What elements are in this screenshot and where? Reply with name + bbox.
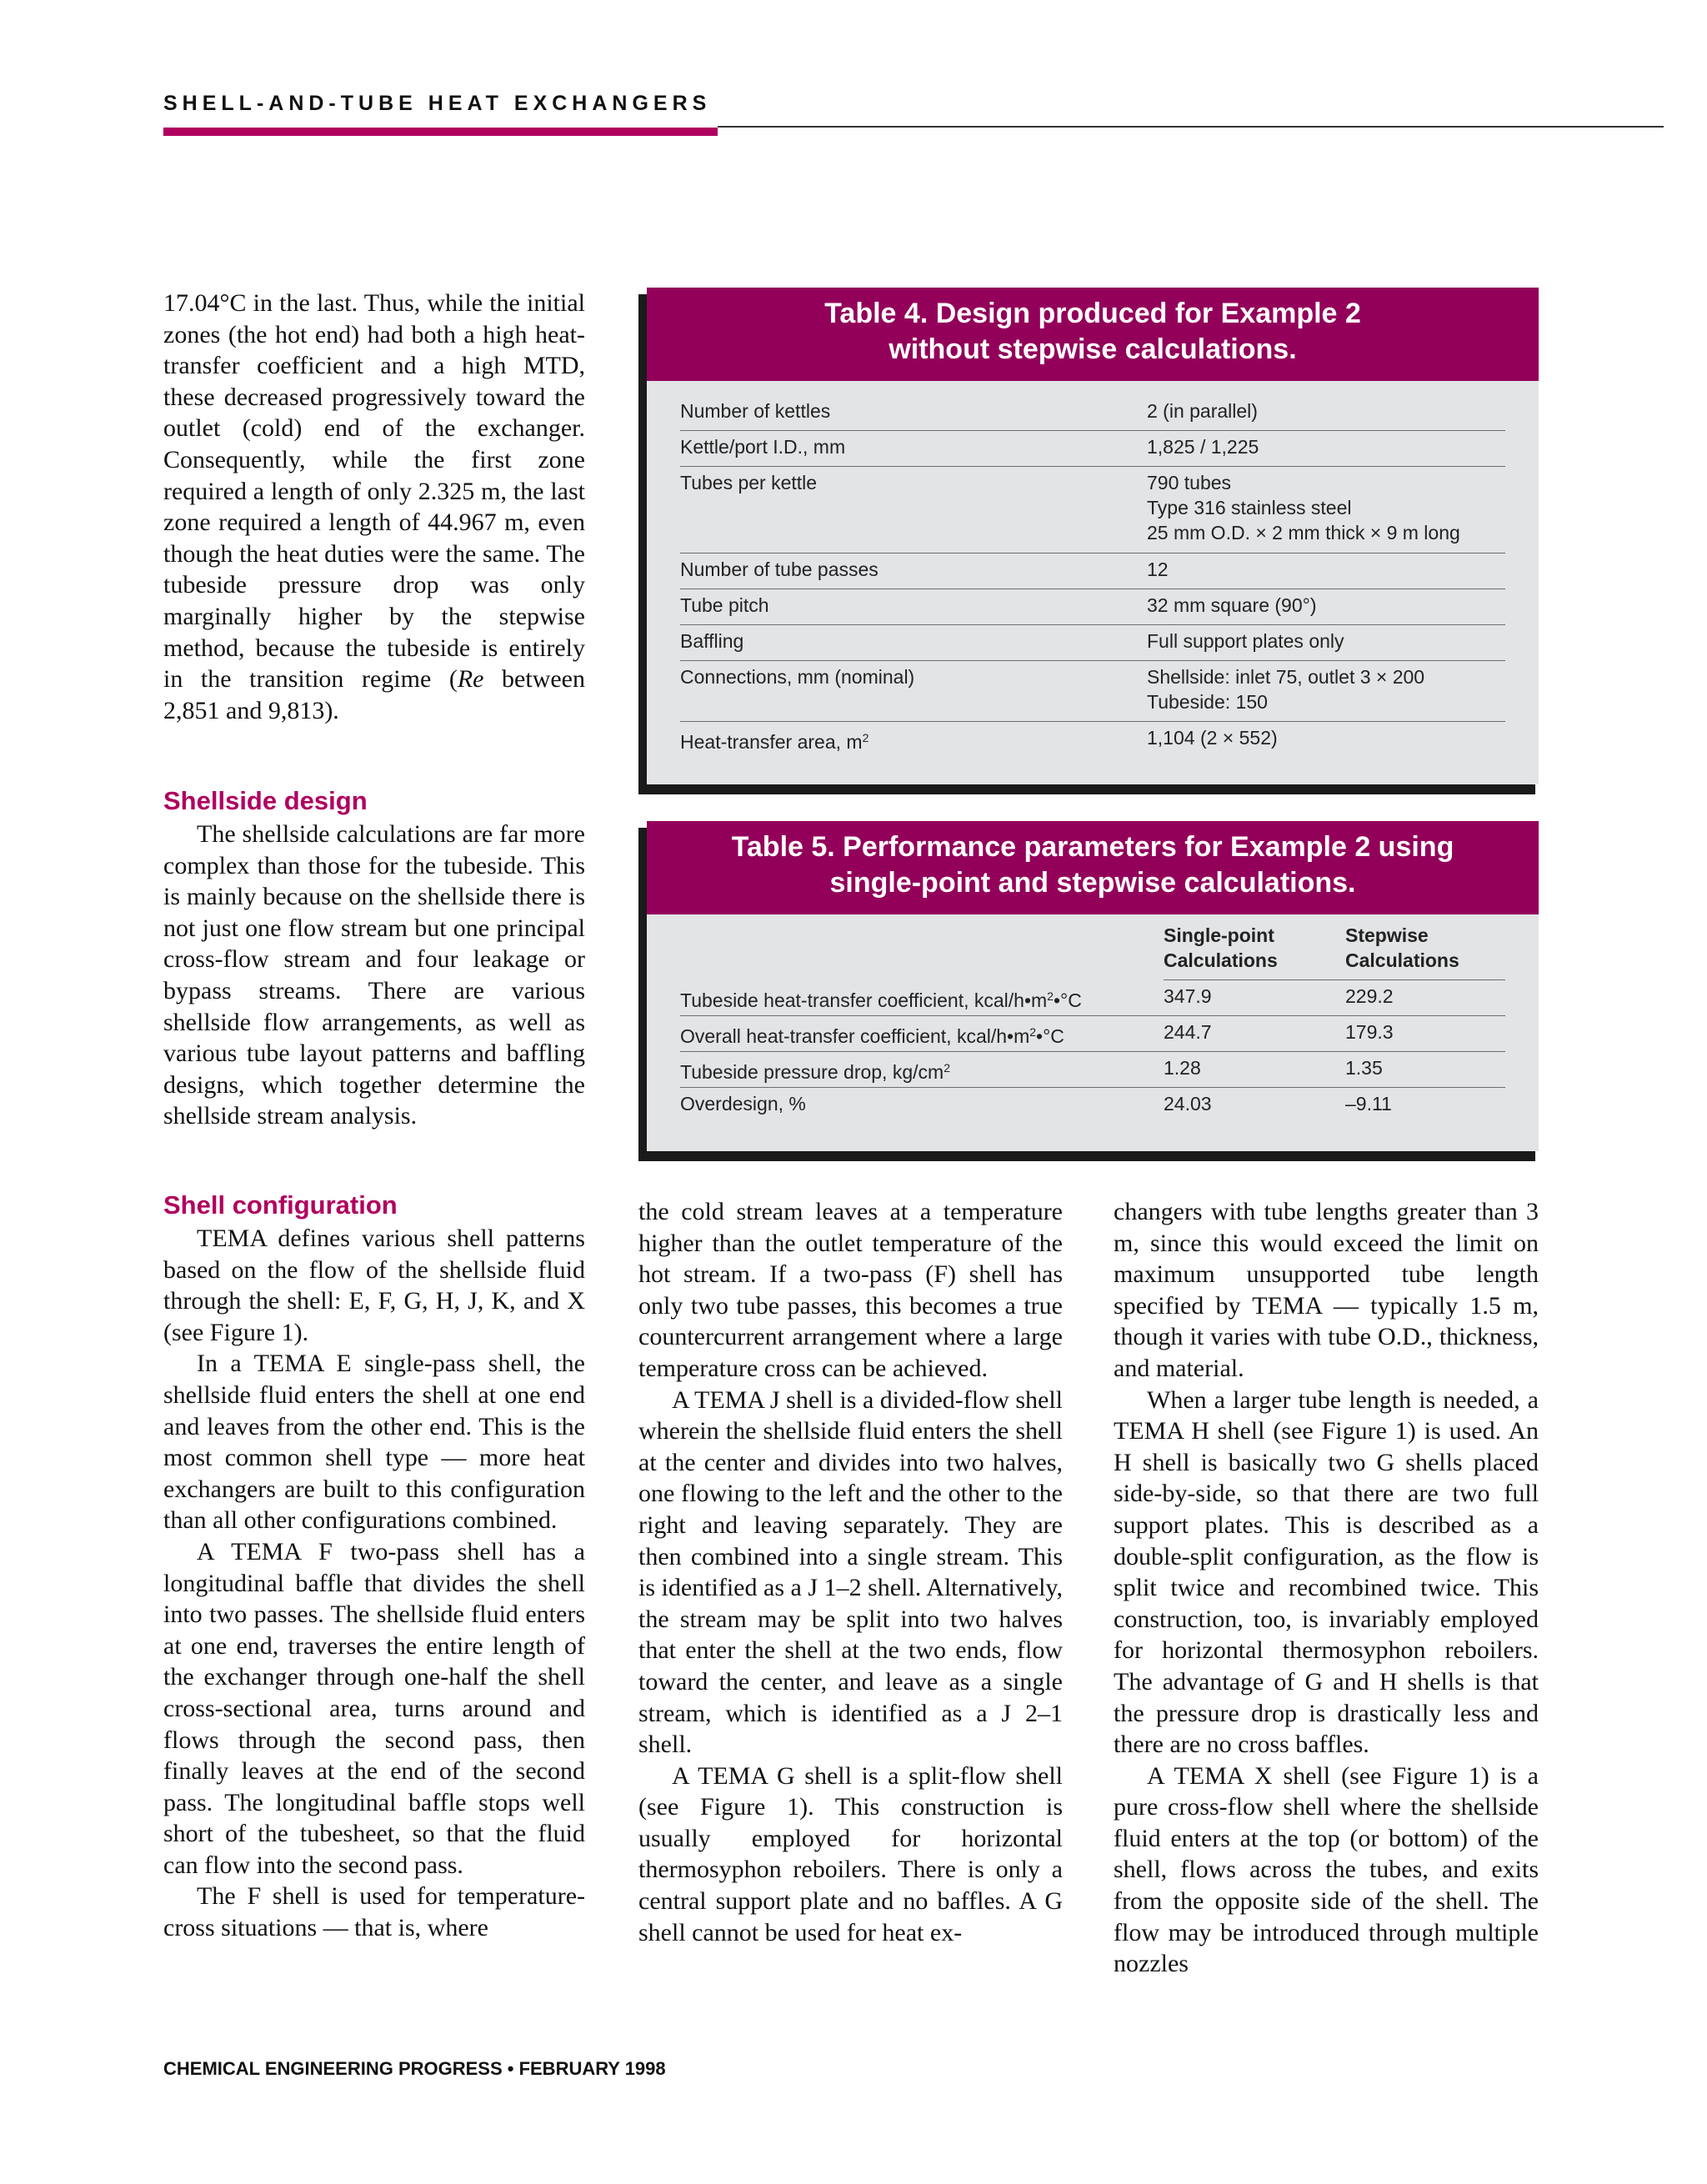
table4-value: 32 mm square (90°): [1147, 594, 1317, 616]
table4-value: 1,825 / 1,225: [1147, 436, 1259, 458]
table-row: [680, 1015, 1505, 1052]
table5-stepwise-value: 179.3: [1345, 1021, 1394, 1043]
table4-title-line1: Table 4. Design produced for Example 2: [824, 298, 1361, 329]
table-row: [680, 466, 1505, 554]
shell-config-paragraph: In a TEMA E single-pass shell, the shellside fluid enters the shell at one end and leaves from the other end. This is the most common shell type — more heat exchangers are built to this configuration than all other configurations combined.: [163, 1350, 585, 1535]
table5-single-value: 244.7: [1164, 1021, 1212, 1043]
middle-column: [638, 1196, 1063, 1948]
shellside-section: [163, 785, 585, 1132]
table4-title: [647, 288, 1539, 381]
table4-value-line: 790 tubes: [1147, 472, 1232, 493]
table4-title-line2: without stepwise calculations.: [889, 333, 1297, 365]
table4-value-line: Tubeside: 150: [1147, 691, 1268, 713]
table5-stepwise-value: –9.11: [1345, 1093, 1392, 1115]
table5-title: [647, 821, 1539, 914]
table4-label: Tube pitch: [680, 594, 769, 616]
right-paragraph: When a larger tube length is needed, a TEMA H shell (see Figure 1) is used. An H shell is basically two G shells placed side-by-side, so that there are two full support plates. This is described as a double-split configuration, as the flow is split twice and recombined twice. This construction, too, is invariably employed for horizontal thermosyphon reboilers. The advantage of G and H shells is that the pressure drop is drastically less and there are no cross baffles.: [1114, 1385, 1539, 1759]
reynolds-symbol: Re: [457, 665, 484, 694]
table5-label-sup: 2: [944, 1061, 950, 1074]
shellside-paragraph: The shellside calculations are far more complex than those for the tubeside. This is mainly because on the shellside there is not just one flow stream but one principal cross-flow stream and four leakage or bypass streams. There are various shellside flow arrangements, as well as various tube layout patterns and baffling designs, which together determine the shellside stream analysis.: [163, 820, 585, 1130]
table5-single-value: 1.28: [1164, 1057, 1201, 1079]
intro-text: [163, 288, 585, 726]
table5-col-single-header: [1164, 923, 1278, 973]
table-row: [680, 430, 1505, 467]
table4-value: 12: [1147, 559, 1169, 580]
table5-label: Overdesign, %: [680, 1093, 806, 1115]
table4-value-line: Shellside: inlet 75, outlet 3 × 200: [1147, 666, 1425, 688]
intro-text-b: between 2,851 and 9,813).: [163, 665, 585, 724]
table5-header-line: Calculations: [1345, 949, 1459, 971]
table-row: [680, 553, 1505, 589]
table4-value-line: Type 316 stainless steel: [1147, 497, 1352, 518]
table5-header-line: Calculations: [1164, 949, 1278, 971]
running-head-rule: [718, 126, 1664, 128]
middle-paragraph: the cold stream leaves at a temperature higher than the outlet temperature of the hot stream. If a two-pass (F) shell has only two tube passes, this becomes a true countercurrent arrangement where a large temperature cross can be achieved.: [638, 1198, 1063, 1382]
table4: [647, 288, 1539, 784]
table4-value: 1,104 (2 × 552): [1147, 727, 1278, 749]
table-row: [680, 589, 1505, 625]
table4-label: Connections, mm (nominal): [680, 666, 915, 688]
shell-config-heading: Shell configuration: [163, 1190, 398, 1220]
table5-stepwise-value: 229.2: [1345, 985, 1394, 1007]
table4-value: Full support plates only: [1147, 630, 1344, 652]
page-footer: CHEMICAL ENGINEERING PROGRESS • FEBRUARY 1998: [163, 2058, 666, 2079]
middle-paragraph: A TEMA J shell is a divided-flow shell wherein the shellside fluid enters the shell at the center and divides into two halves, one flowing to the left and the other to the right and leaving separately. They are then combined into a single stream. This is identified as a J 1–2 shell. Alternatively, the stream may be split into two halves that enter the shell at the two ends, flow toward the center, and leave as a single stream, which is identified as a J 2–1 shell.: [638, 1385, 1063, 1759]
table4-label: Number of tube passes: [680, 559, 879, 580]
table4-label: Baffling: [680, 630, 744, 652]
shell-config-paragraph: The F shell is used for temperature-cross situations — that is, where: [163, 1882, 585, 1942]
shell-config-section: [163, 1190, 585, 1944]
table5-label: [680, 1019, 1064, 1049]
table5-label: [680, 984, 1082, 1013]
table4-value: [1147, 470, 1460, 545]
table5-col-stepwise-header: [1345, 923, 1459, 973]
table4-label: Kettle/port I.D., mm: [680, 436, 846, 458]
table5-header-line: Stepwise: [1345, 924, 1429, 946]
table-row: [680, 1087, 1505, 1123]
table4-value: [1147, 664, 1424, 714]
right-paragraph: changers with tube lengths greater than 3 m, since this would exceed the limit on maximum unsupported tube length specified by TEMA — typically 1.5 m, though it varies with tube O.D., thickness, and material.: [1114, 1198, 1539, 1382]
table4-label: Tubes per kettle: [680, 472, 818, 493]
table5-single-value: 24.03: [1164, 1093, 1212, 1115]
table5-label-unit: •°C: [1053, 989, 1082, 1011]
table-row: [680, 721, 1505, 757]
table5-title-line2: single-point and stepwise calculations.: [829, 867, 1356, 899]
intro-text-a: 17.04°C in the last. Thus, while the initial zones (the hot end) had both a high heat-transfer coefficient and a high MTD, these decreased progressively toward the outlet (cold) end of the exchanger. Consequently, while the first zone required a length of only 2.325 m, the last zone required a length of 44.967 m, even though the heat duties were the same. The tubeside pressure drop was only marginally higher by the stepwise method, because the tubeside is entirely in the transition regime (: [163, 289, 585, 694]
table-row: [680, 660, 1505, 722]
right-paragraph: A TEMA X shell (see Figure 1) is a pure cross-flow shell where the shellside fluid enters at the top (or bottom) of the shell, flows across the tubes, and exits from the opposite side of the shell. The flow may be introduced through multiple nozzles: [1114, 1761, 1539, 1978]
table4-label: Number of kettles: [680, 400, 831, 422]
table4-label: [680, 725, 869, 754]
table4-label-sup: 2: [862, 731, 869, 744]
running-head: SHELL-AND-TUBE HEAT EXCHANGERS: [163, 92, 712, 115]
table5-label-text: Overall heat-transfer coefficient, kcal/h•m: [680, 1025, 1030, 1047]
table-row: [680, 1051, 1505, 1088]
running-head-accent-bar: [163, 128, 718, 136]
right-column: [1114, 1196, 1539, 1980]
table5-body: [680, 921, 1505, 1146]
table5-header-line: Single-point: [1164, 924, 1274, 946]
table-row: [680, 979, 1505, 1016]
shellside-heading: Shellside design: [163, 786, 368, 815]
table-row: [680, 624, 1505, 661]
table5-label-unit: •°C: [1036, 1025, 1064, 1047]
table-row: [680, 394, 1505, 431]
table5-label: [680, 1055, 950, 1084]
table5-title-line1: Table 5. Performance parameters for Example 2 using: [731, 831, 1454, 863]
table5-single-value: 347.9: [1164, 985, 1212, 1007]
shell-config-paragraph: TEMA defines various shell patterns based on the flow of the shellside fluid through the shell: E, F, G, H, J, K, and X (see Figure 1).: [163, 1225, 585, 1346]
intro-paragraph: [163, 288, 585, 726]
table5-label-text: Tubeside heat-transfer coefficient, kcal/h•m: [680, 989, 1048, 1011]
table5-header-row: [1164, 921, 1505, 980]
table5-label-sup: 2: [1047, 989, 1054, 1003]
table5-label-text: Tubeside pressure drop, kg/cm: [680, 1061, 944, 1083]
middle-paragraph: A TEMA G shell is a split-flow shell (see Figure 1). This construction is usually employed for horizontal thermosyphon reboilers. There is only a central support plate and no baffles. A G shell cannot be used for heat ex-: [638, 1761, 1063, 1946]
table5-label-sup: 2: [1029, 1025, 1037, 1039]
table4-value: 2 (in parallel): [1147, 400, 1258, 422]
table4-body: [680, 394, 1505, 778]
table5-stepwise-value: 1.35: [1345, 1057, 1383, 1079]
table4-value-line: 25 mm O.D. × 2 mm thick × 9 m long: [1147, 522, 1460, 543]
shell-config-paragraph: A TEMA F two-pass shell has a longitudinal baffle that divides the shell into two passes. The shellside fluid enters at one end, traverses the entire length of the exchanger through one-half the shell cross-sectional area, turns around and flows through the second pass, then finally leaves at the end of the second pass. The longitudinal baffle stops well short of the tubesheet, so that the fluid can flow into the second pass.: [163, 1537, 585, 1879]
table4-label-text: Heat-transfer area, m: [680, 731, 863, 753]
table5: [647, 821, 1539, 1151]
